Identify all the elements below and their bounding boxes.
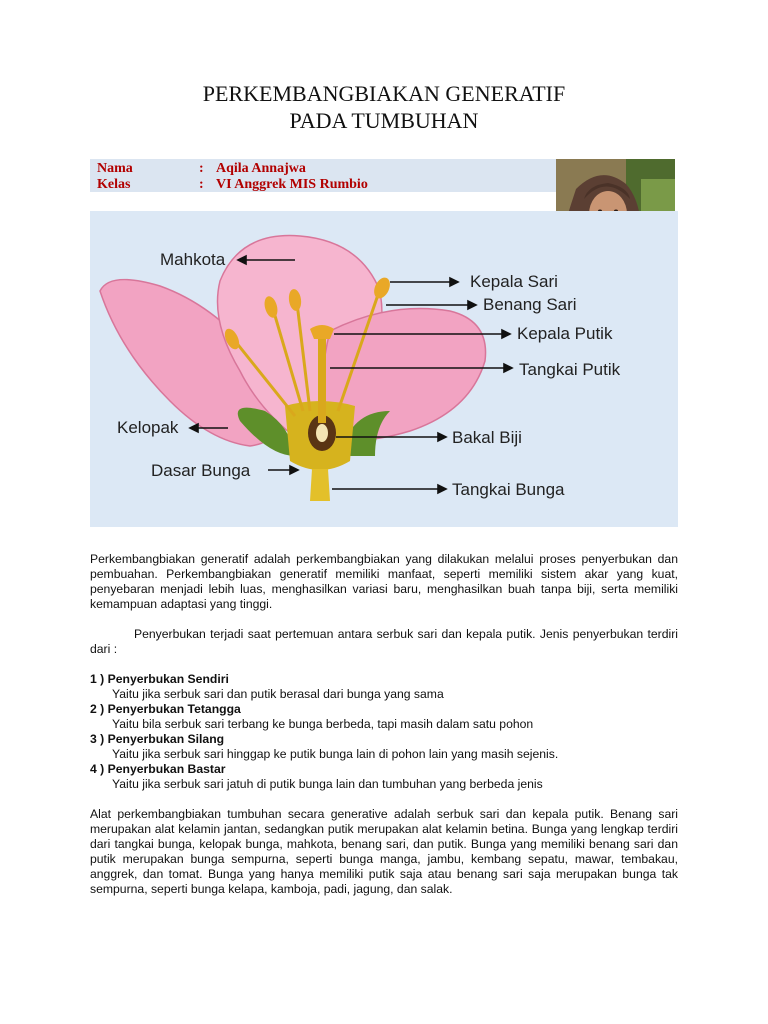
- type-4-heading: 4 ) Penyerbukan Bastar: [90, 762, 226, 776]
- paragraph-penyerbukan: [90, 627, 678, 657]
- title-line-1: PERKEMBANGBIAKAN GENERATIF: [202, 81, 566, 106]
- document-title: [0, 80, 768, 134]
- class-separator: :: [199, 177, 204, 192]
- class-value: VI Anggrek MIS Rumbio: [216, 177, 368, 192]
- class-label: Kelas: [97, 177, 131, 192]
- label-tangkai-putik: Tangkai Putik: [519, 360, 621, 379]
- type-2-heading: 2 ) Penyerbukan Tetangga: [90, 702, 241, 716]
- type-4-desc: Yaitu jika serbuk sari jatuh di putik bunga lain dan tumbuhan yang berbeda jenis: [112, 777, 543, 791]
- label-kepala-putik: Kepala Putik: [517, 324, 613, 343]
- type-1-desc: Yaitu jika serbuk sari dan putik berasal dari bunga yang sama: [112, 687, 444, 701]
- label-kepala-sari: Kepala Sari: [470, 272, 558, 291]
- label-mahkota: Mahkota: [160, 250, 226, 269]
- label-kelopak: Kelopak: [117, 418, 179, 437]
- label-benang-sari: Benang Sari: [483, 295, 577, 314]
- label-tangkai-bunga: Tangkai Bunga: [452, 480, 565, 499]
- type-2-desc: Yaitu bila serbuk sari terbang ke bunga berbeda, tapi masih dalam satu pohon: [112, 717, 534, 731]
- paragraph-3: Alat perkembangbiakan tumbuhan secara generative adalah serbuk sari dan kepala putik. Benang sari merupakan alat kelamin jantan, sedangkan putik merupakan alat kelamin betina. Bunga yang lengkap terdiri dari tangkai bunga, kelopak bunga, mahkota, benang sari, dan putik. Bunga yang memiliki benang sari dan putik merupakan bunga sempurna, seperti bunga manga, jambu, kembang sepatu, mawar, tembakau, anggrek, dan tomat. Bunga yang hanya memiliki putik saja atau benang sari saja merupakan bunga tak sempurna, seperti bunga kelapa, kamboja, padi, jagung, dan salak.: [90, 807, 678, 896]
- type-3-desc: Yaitu jika serbuk sari hinggap ke putik bunga lain di pohon lain yang masih sejenis.: [112, 747, 559, 761]
- paragraph-2: Penyerbukan terjadi saat pertemuan antara serbuk sari dan kepala putik. Jenis penyerbukan terdiri dari :: [90, 627, 678, 656]
- name-separator: :: [199, 161, 204, 176]
- flower-diagram: [90, 211, 678, 527]
- label-dasar-bunga: Dasar Bunga: [151, 461, 251, 480]
- type-3-heading: 3 ) Penyerbukan Silang: [90, 732, 225, 746]
- name-value: Aqila Annajwa: [216, 161, 306, 176]
- title-line-2: PADA TUMBUHAN: [289, 108, 479, 133]
- name-label: Nama: [97, 161, 133, 176]
- pollination-types-list: [90, 672, 690, 792]
- paragraph-alat: [90, 807, 678, 897]
- paragraph-1: Perkembangbiakan generatif adalah perkembangbiakan yang dilakukan melalui proses penyerbukan dan pembuahan. Perkembangbiakan generatif memiliki manfaat, seperti memiliki sistem akar yang kuat, penyebaran menjadi lebih luas, menghasilkan variasi baru, menghasilkan buah tanpa biji, serta memiliki kemampuan adaptasi yang tinggi.: [90, 552, 678, 611]
- paragraph-intro: [90, 552, 678, 612]
- label-bakal-biji: Bakal Biji: [452, 428, 522, 447]
- type-1-heading: 1 ) Penyerbukan Sendiri: [90, 672, 229, 686]
